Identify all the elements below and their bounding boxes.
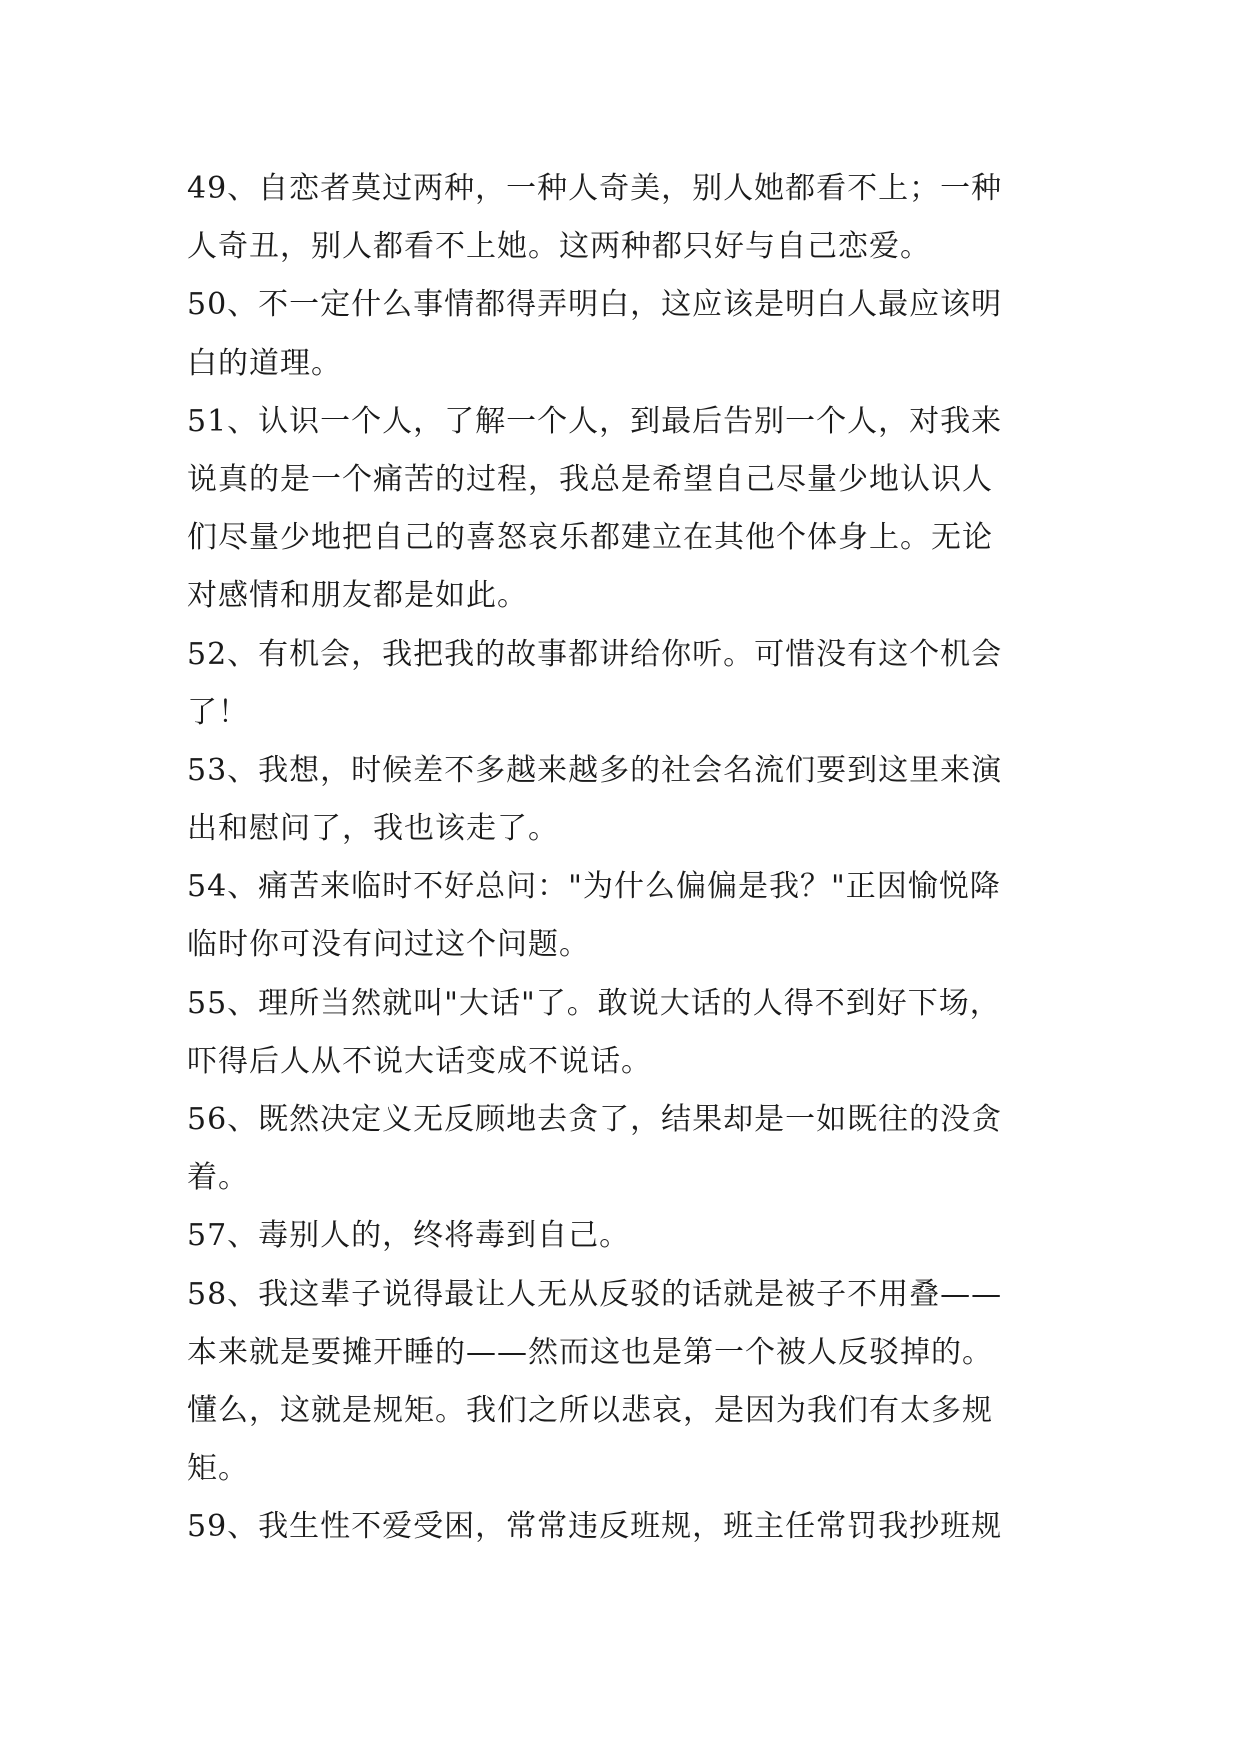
text-line: 矩。 bbox=[187, 1451, 249, 1487]
text-line: 懂么，这就是规矩。我们之所以悲哀，是因为我们有太多规 bbox=[187, 1392, 993, 1428]
text-line: 51、认识一个人，了解一个人，到最后告别一个人，对我来 bbox=[187, 403, 1003, 439]
text-line: 白的道理。 bbox=[187, 345, 342, 381]
text-line: 吓得后人从不说大话变成不说话。 bbox=[187, 1043, 652, 1079]
text-line: 59、我生性不爱受困，常常违反班规，班主任常罚我抄班规 bbox=[187, 1509, 1003, 1545]
text-line: 56、既然决定义无反顾地去贪了，结果却是一如既往的没贪 bbox=[187, 1102, 1003, 1137]
text-line: 对感情和朋友都是如此。 bbox=[187, 578, 528, 614]
text-line: 54、痛苦来临时不好总问："为什么偏偏是我？"正因愉悦降 bbox=[187, 869, 1001, 905]
text-line: 说真的是一个痛苦的过程，我总是希望自己尽量少地认识人 bbox=[187, 461, 993, 497]
text-line: 55、理所当然就叫"大话"了。敢说大话的人得不到好下场， bbox=[187, 985, 1001, 1021]
text-line: 52、有机会，我把我的故事都讲给你听。可惜没有这个机会 bbox=[187, 636, 1003, 672]
text-line: 53、我想，时候差不多越来越多的社会名流们要到这里来演 bbox=[187, 752, 1003, 788]
text-line: 人奇丑，别人都看不上她。这两种都只好与自己恋爱。 bbox=[187, 229, 931, 265]
text-line: 本来就是要摊开睡的——然而这也是第一个被人反驳掉的。 bbox=[187, 1334, 993, 1370]
text-line: 着。 bbox=[187, 1160, 249, 1196]
text-line: 57、毒别人的，终将毒到自己。 bbox=[187, 1218, 631, 1254]
text-line: 出和慰问了，我也该走了。 bbox=[187, 811, 559, 847]
document-body bbox=[187, 160, 1067, 1557]
text-line: 49、自恋者莫过两种，一种人奇美，别人她都看不上；一种 bbox=[187, 171, 1003, 206]
text-line: 50、不一定什么事情都得弄明白，这应该是明白人最应该明 bbox=[187, 287, 1003, 323]
text-line: 58、我这辈子说得最让人无从反驳的话就是被子不用叠—— bbox=[187, 1276, 1003, 1312]
text-line: 临时你可没有问过这个问题。 bbox=[187, 927, 590, 963]
text-line: 了！ bbox=[187, 694, 249, 730]
text-line: 们尽量少地把自己的喜怒哀乐都建立在其他个体身上。无论 bbox=[187, 520, 993, 556]
